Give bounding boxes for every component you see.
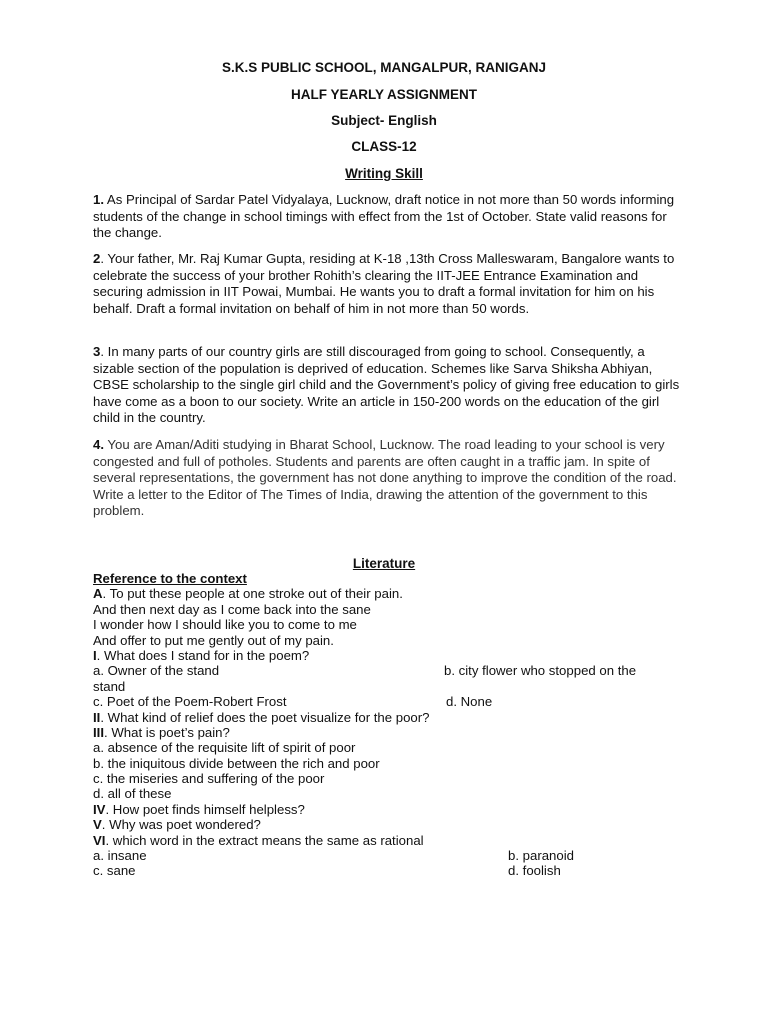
option-b: b. the iniquitous divide between the rich and poor [93,755,380,771]
question-iii [93,725,713,740]
question-label: VI [93,832,106,848]
question-text: . What is poet’s pain? [104,724,230,740]
question-iv [93,802,713,817]
question-text: . How poet finds himself helpless? [105,801,305,817]
option-a: a. Owner of the stand [93,663,220,679]
question-label: III [93,724,104,740]
question-text: . In many parts of our country girls are still discouraged from going to school. Consequently, a sizable section of the population is deprived of education. Schemes like Sarva Shiksha Abhiyan, CBSE scholarship to the single girl child and the Government’s policy of giving free education to girls have come as a boon to our society. Write an article in 150-200 words on the education of the girl child in the country. [93,344,680,426]
writing-question-1 [93,192,683,242]
subject-line: Subject- English [331,113,437,128]
extract-line: And then next day as I come back into the sane [93,601,371,617]
assignment-title: HALF YEARLY ASSIGNMENT [290,87,478,102]
option-row [93,694,713,709]
question-v [93,817,713,832]
question-text: . which word in the extract means the same as rational [105,832,424,848]
option-row [93,863,713,878]
option-d: d. foolish [508,863,561,879]
option-a: a. insane [93,848,147,864]
extract-line: I wonder how I should like you to come to me [93,617,357,633]
extract-label: A [93,586,103,602]
option-c: c. sane [93,863,136,879]
option-a: a. absence of the requisite lift of spirit of poor [93,740,356,756]
question-label: II [93,709,101,725]
extract-line: And offer to put me gently out of my pain. [93,632,334,648]
question-text: . What kind of relief does the poet visualize for the poor? [100,709,430,725]
school-name: S.K.S PUBLIC SCHOOL, MANGALPUR, RANIGANJ [221,60,546,75]
option-b: b. city flower who stopped on the [444,663,637,679]
extract-text: . To put these people at one stroke out of their pain. [102,586,403,602]
question-number: 3 [93,344,101,359]
question-label: V [93,817,102,833]
writing-skill-heading: Writing Skill [345,166,423,181]
reference-heading: Reference to the context [93,571,247,586]
option-c: c. Poet of the Poem-Robert Frost [93,694,287,710]
question-text: You are Aman/Aditi studying in Bharat School, Lucknow. The road leading to your school is very congested and full of potholes. Students and parents are often caught in a traffic jam. In spite of several representations, the government has not done anything to improve the condition of the road. Write a letter to the Editor of The Times of India, drawing the attention of the government to this problem. [93,437,677,519]
question-number: 2 [93,251,101,266]
class-line: CLASS-12 [351,139,417,154]
writing-question-3 [93,344,683,427]
question-i [93,648,713,663]
question-text: . What does I stand for in the poem? [96,647,310,663]
question-label: IV [93,801,106,817]
option-d: d. all of these [93,786,172,802]
question-ii [93,710,713,725]
question-text: . Your father, Mr. Raj Kumar Gupta, residing at K-18 ,13th Cross Malleswaram, Bangalore wants to celebrate the success of your brother Rohith’s clearing the IIT-JEE Entrance Examination and securing admission in IIT Powai, Mumbai. He wants you to draft a formal invitation for him on his behalf. Draft a formal invitation on behalf of him in not more than 50 words. [93,251,675,316]
literature-section [93,571,713,879]
writing-question-4 [93,437,683,520]
question-number: 4. [93,437,104,452]
option-b: b. paranoid [508,848,574,864]
extract-line [93,586,713,601]
option-row [93,848,713,863]
question-text: . Why was poet wondered? [101,817,261,833]
question-number: 1. [93,192,104,207]
literature-heading: Literature [352,556,416,571]
option-row [93,663,713,678]
question-text: As Principal of Sardar Patel Vidyalaya, Lucknow, draft notice in not more than 50 words informing students of the change in school timings with effect from the 1st of October. State valid reasons for the change. [93,192,675,241]
question-label: I [93,647,97,663]
writing-question-2 [93,251,683,317]
option-b-continued: stand [93,678,126,694]
question-vi [93,833,713,848]
option-c: c. the miseries and suffering of the poor [93,771,325,787]
option-d: d. None [446,694,493,710]
